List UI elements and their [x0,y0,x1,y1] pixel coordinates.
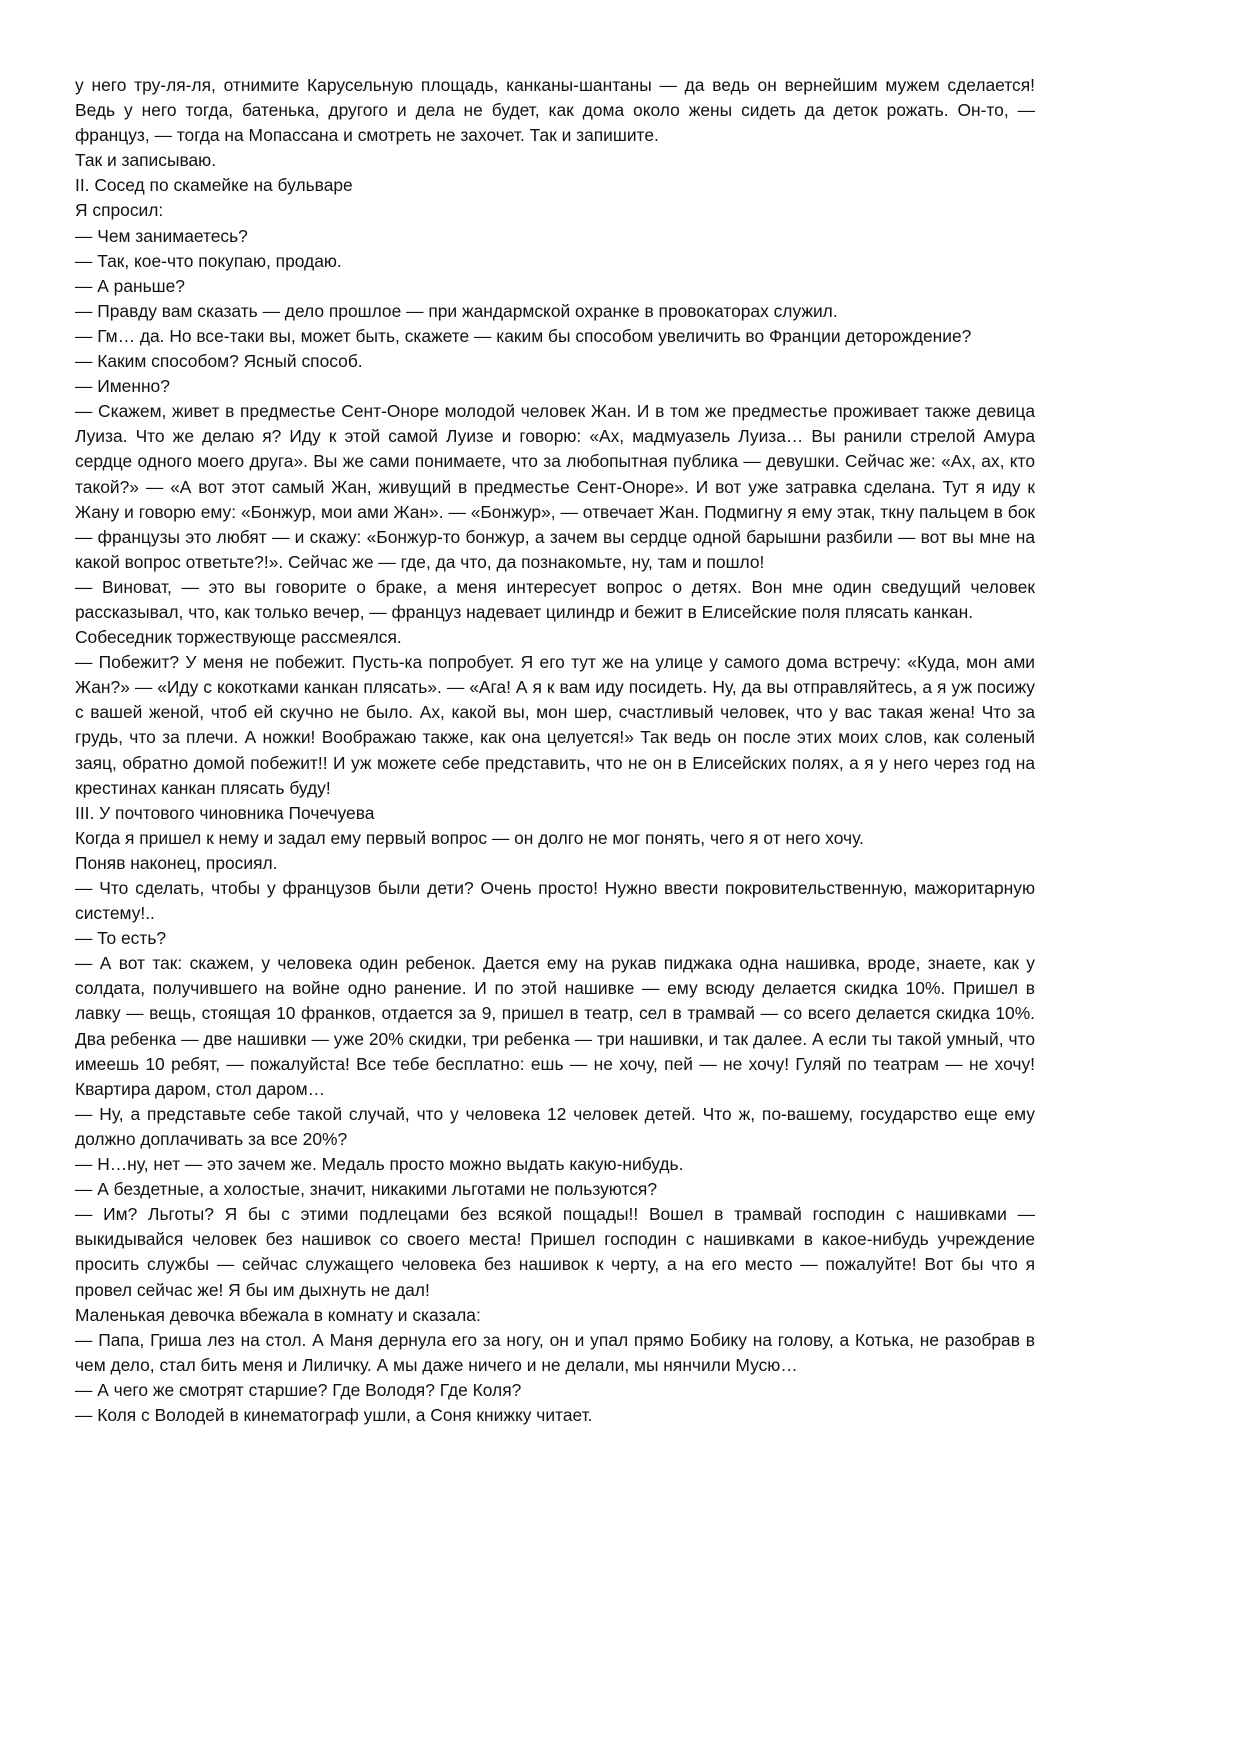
paragraph: — Правду вам сказать — дело прошлое — при жандармской охранке в провокаторах служил. [75,300,838,321]
paragraph: Поняв наконец, просиял. [75,852,278,873]
paragraph: у него тру-ля-ля, отнимите Карусельную площадь, канканы-шантаны — да ведь он вернейшим мужем сделается! Ведь у него тогда, батенька, другого и дела не будет, как дома около жены сидеть да деток рожать. Он-то, — француз, — тогда на Мопассана и смотреть не захочет. Так и запишите. [75,75,1035,146]
paragraph: — Ну, а представьте себе такой случай, что у человека 12 человек детей. Что ж, по-вашему, государство еще ему должно доплачивать за все 20%? [75,1103,1035,1149]
paragraph: — Так, кое-что покупаю, продаю. [75,250,342,271]
paragraph: Маленькая девочка вбежала в комнату и сказала: [75,1304,481,1325]
paragraph: — А чего же смотрят старшие? Где Володя? Где Коля? [75,1379,522,1400]
paragraph: Собеседник торжествующе рассмеялся. [75,627,402,648]
paragraph: — Виноват, — это вы говорите о браке, а меня интересует вопрос о детях. Вон мне один сведущий человек рассказывал, что, как только вечер, — француз надевает цилиндр и бежит в Елисейские поля плясать канкан. [75,576,1035,622]
paragraph: — А раньше? [75,275,185,296]
paragraph: — Гм… да. Но все-таки вы, может быть, скажете — каким бы способом увеличить во Франции деторождение? [75,325,972,346]
paragraph: II. Сосед по скамейке на бульваре [75,175,353,196]
paragraph: III. У почтового чиновника Почечуева [75,802,375,823]
paragraph: Я спросил: [75,200,164,221]
paragraph: — Именно? [75,376,170,397]
paragraph: Так и записываю. [75,150,217,171]
document-page [75,73,1035,1428]
paragraph: — Побежит? У меня не побежит. Пусть-ка попробует. Я его тут же на улице у самого дома встречу: «Куда, мон ами Жан?» — «Иду с кокотками канкан плясать». — «Ага! А я к вам иду посидеть. Ну, да вы отправляйтесь, а я уж посижу с вашей женой, чтоб ей скучно не было. Ах, какой вы, мон шер, счастливый человек, что у вас такая жена! Что за грудь, что за плечи. А ножки! Воображаю также, как она целуется!» Так ведь он после этих моих слов, как соленый заяц, обратно домой побежит!! И уж можете себе представить, что не он в Елисейских полях, а я у него через год на крестинах канкан плясать буду! [75,652,1035,798]
paragraph: — Каким способом? Ясный способ. [75,351,363,372]
paragraph: — Коля с Володей в кинематограф ушли, а Соня книжку читает. [75,1404,593,1425]
paragraph: — Скажем, живет в предместье Сент-Оноре молодой человек Жан. И в том же предместье проживает также девица Луиза. Что же делаю я? Иду к этой самой Луизе и говорю: «Ах, мадмуазель Луиза… Вы ранили стрелой Амура сердце одного моего друга». Вы же сами понимаете, что за любопытная публика — девушки. Сейчас же: «Ах, ах, кто такой?» — «А вот этот самый Жан, живущий в предместье Сент-Оноре». И вот уже затравка сделана. Тут я иду к Жану и говорю ему: «Бонжур, мои ами Жан». — «Бонжур», — отвечает Жан. Подмигну я ему этак, ткну пальцем в бок — французы это любят — и скажу: «Бонжур-то бонжур, а зачем вы сердце одной барышни разбили — вот вы мне на какой вопрос ответьте?!». Сейчас же — где, да что, да познакомьте, ну, там и пошло! [75,401,1035,572]
paragraph: — Что сделать, чтобы у французов были дети? Очень просто! Нужно ввести покровительственную, мажоритарную систему!.. [75,878,1035,924]
paragraph: Когда я пришел к нему и задал ему первый вопрос — он долго не мог понять, чего я от него хочу. [75,827,864,848]
paragraph: — То есть? [75,928,167,949]
paragraph: — Н…ну, нет — это зачем же. Медаль просто можно выдать какую-нибудь. [75,1154,684,1175]
paragraph: — А вот так: скажем, у человека один ребенок. Дается ему на рукав пиджака одна нашивка, вроде, знаете, как у солдата, получившего на войне одно ранение. И по этой нашивке — ему всюду делается скидка 10%. Пришел в лавку — вещь, стоящая 10 франков, отдается за 9, пришел в театр, сел в трамвай — со всего делается скидка 10%. Два ребенка — две нашивки — уже 20% скидки, три ребенка — три нашивки, и так далее. А если ты такой умный, что имеешь 10 ребят, — пожалуйста! Все тебе бесплатно: ешь — не хочу, пей — не хочу! Гуляй по театрам — не хочу! Квартира даром, стол даром… [75,953,1035,1099]
paragraph: — Папа, Гриша лез на стол. А Маня дернула его за ногу, он и упал прямо Бобику на голову, а Котька, не разобрав в чем дело, стал бить меня и Лиличку. А мы даже ничего и не делали, мы нянчили Мусю… [75,1329,1035,1375]
paragraph: — Чем занимаетесь? [75,225,248,246]
paragraph: — Им? Льготы? Я бы с этими подлецами без всякой пощады!! Вошел в трамвай господин с нашивками — выкидывайся человек без нашивок со своего места! Пришел господин с нашивками в какое-нибудь учреждение просить службы — сейчас служащего человека без нашивок к черту, а на его место — пожалуйте! Вот бы что я провел сейчас же! Я бы им дыхнуть не дал! [75,1204,1035,1300]
paragraph: — А бездетные, а холостые, значит, никакими льготами не пользуются? [75,1179,658,1200]
